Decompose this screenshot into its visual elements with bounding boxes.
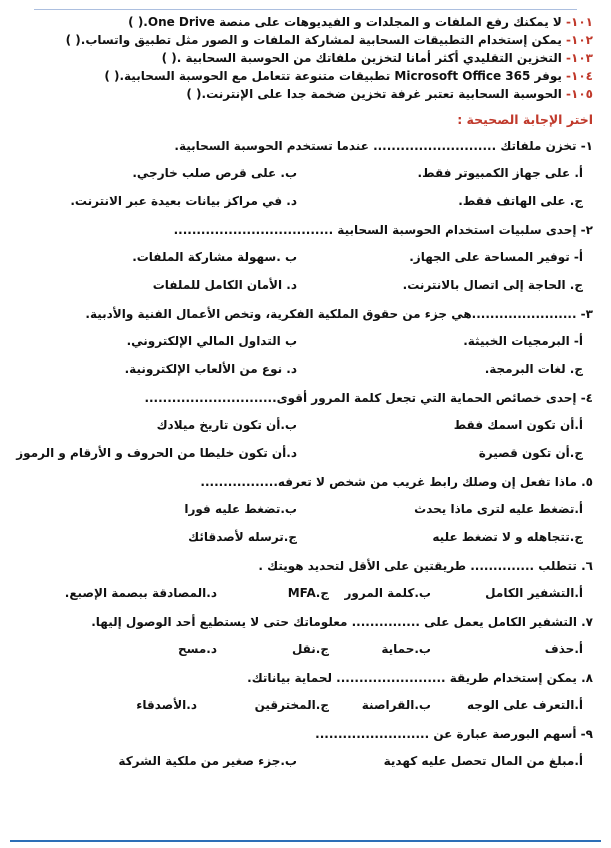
q5-options-row-1: [14, 502, 597, 520]
q8-option-c[interactable]: ج.المخترقين: [254, 698, 329, 712]
tf-item-104: ١٠٤- يوفر Microsoft Office 365 تطبيقات متنوعة تتعامل مع الحوسبة السحابية.( ): [104, 69, 593, 83]
q4-options-row-1: [14, 418, 597, 436]
q5-option-d[interactable]: ج.ترسله لأصدقائك: [188, 530, 297, 544]
top-divider: [34, 9, 577, 10]
question-8: ٨. يمكن إستخدام طريقة ........................ لحماية بياناتك.: [247, 671, 593, 685]
section-heading: اختر الإجابة الصحيحة :: [457, 112, 593, 127]
q3-option-d[interactable]: د. نوع من الألعاب الإلكترونية.: [124, 362, 297, 376]
q5-option-a[interactable]: أ.تضغط عليه لترى ماذا يحدث: [414, 502, 583, 516]
worksheet-page: [14, 8, 597, 848]
q3-options-row-2: [14, 362, 597, 380]
q8-option-a[interactable]: أ.التعرف على الوجه: [466, 698, 583, 712]
q6-option-d[interactable]: د.المصادقة ببصمة الإصبع.: [64, 586, 217, 600]
q8-options-row: [14, 698, 597, 716]
tf-item-101: ١٠١- لا يمكنك رفع الملفات و المجلدات و الفيديوهات على منصة One Drive.( ): [128, 15, 593, 29]
question-6: ٦. تتطلب .............. طريقتين على الأقل لتحديد هويتك .: [258, 559, 593, 573]
q7-option-b[interactable]: ب.حماية: [381, 642, 431, 656]
q3-option-c[interactable]: ج. لغات البرمجة.: [484, 362, 583, 376]
tf-item-103: ١٠٣- التخزين التقليدي أكثر أمانا لتخزين ملفاتك من الحوسبة السحابية .( ): [161, 51, 593, 65]
q8-option-d[interactable]: د.الأصدقاء: [136, 698, 197, 712]
q1-option-d[interactable]: د. في مراكز بيانات بعيدة عبر الانترنت.: [70, 194, 297, 208]
q3-options-row-1: [14, 334, 597, 352]
q6-option-a[interactable]: أ.التشفير الكامل: [485, 586, 583, 600]
q1-option-c[interactable]: ج. على الهاتف فقط.: [458, 194, 583, 208]
tf-item-105: ١٠٥- الحوسبة السحابية تعتبر غرفة تخزين ضخمة جدا على الإنترنت.( ): [186, 87, 593, 101]
q1-options-row-2: [14, 194, 597, 212]
q6-option-b[interactable]: ب.كلمة المرور: [344, 586, 431, 600]
question-9: ٩- أسهم البورصة عبارة عن .........................: [315, 727, 593, 741]
q5-options-row-2: [14, 530, 597, 548]
q1-option-b[interactable]: ب. على قرص صلب خارجي.: [132, 166, 297, 180]
tf-item-102: ١٠٢- يمكن إستخدام التطبيقات السحابية لمشاركة الملفات و الصور مثل تطبيق واتساب.( ): [65, 33, 593, 47]
q2-option-b[interactable]: ب .سهولة مشاركة الملفات.: [132, 250, 297, 264]
q7-option-d[interactable]: د.مسح: [177, 642, 217, 656]
question-4: ٤- إحدى خصائص الحماية التي تجعل كلمة المرور أقوى.............................: [144, 391, 593, 405]
q2-options-row-1: [14, 250, 597, 268]
q2-options-row-2: [14, 278, 597, 296]
q5-option-b[interactable]: ب.تضغط عليه فورا: [184, 502, 297, 516]
q3-option-b[interactable]: ب التداول المالي الإلكتروني.: [126, 334, 297, 348]
q4-options-row-2: [14, 446, 597, 464]
question-1: ١- تخزن ملفاتك ........................... عندما تستخدم الحوسبة السحابية.: [174, 139, 593, 153]
q4-option-d[interactable]: د.أن تكون خليطا من الحروف و الأرقام و الرموز: [16, 446, 297, 460]
q1-options-row-1: [14, 166, 597, 184]
q2-option-a[interactable]: أ- توفير المساحة على الجهاز.: [409, 250, 583, 264]
q6-options-row: [14, 586, 597, 604]
q7-options-row: [14, 642, 597, 660]
q8-option-b[interactable]: ب.القراصنة: [361, 698, 431, 712]
q4-option-a[interactable]: أ.أن تكون اسمك فقط: [453, 418, 583, 432]
question-7: ٧. التشفير الكامل يعمل على ............... معلوماتك حتى لا يستطيع أحد الوصول إليها.: [91, 615, 593, 629]
q9-options-row: [14, 754, 597, 772]
q2-option-d[interactable]: د. الأمان الكامل للملفات: [152, 278, 297, 292]
bottom-divider: [10, 840, 601, 842]
q2-option-c[interactable]: ج. الحاجة إلى اتصال بالانترنت.: [402, 278, 583, 292]
question-2: ٢- إحدى سلبيات استخدام الحوسبة السحابية ...................................: [173, 223, 593, 237]
q4-option-c[interactable]: ج.أن تكون قصيرة: [478, 446, 583, 460]
q9-option-b[interactable]: ب.جزء صغير من ملكية الشركة: [118, 754, 297, 768]
q7-option-c[interactable]: ج.نقل: [291, 642, 329, 656]
q4-option-b[interactable]: ب.أن تكون تاريخ ميلادك: [156, 418, 297, 432]
q9-option-a[interactable]: أ.مبلغ من المال تحصل عليه كهدية: [383, 754, 583, 768]
q1-option-a[interactable]: أ. على جهاز الكمبيوتر فقط.: [417, 166, 583, 180]
question-3: ٣- .......................هي جزء من حقوق الملكية الفكرية، وتخص الأعمال الفنية والأدبية.: [85, 307, 593, 321]
question-5: ٥. ماذا تفعل إن وصلك رابط غريب من شخص لا تعرفه.................: [200, 475, 593, 489]
q3-option-a[interactable]: أ- البرمجيات الخبيثة.: [463, 334, 583, 348]
q5-option-c[interactable]: ج.تتجاهله و لا تضغط عليه: [432, 530, 583, 544]
q6-option-c[interactable]: ج.MFA: [287, 586, 329, 600]
q7-option-a[interactable]: أ.حذف: [544, 642, 583, 656]
